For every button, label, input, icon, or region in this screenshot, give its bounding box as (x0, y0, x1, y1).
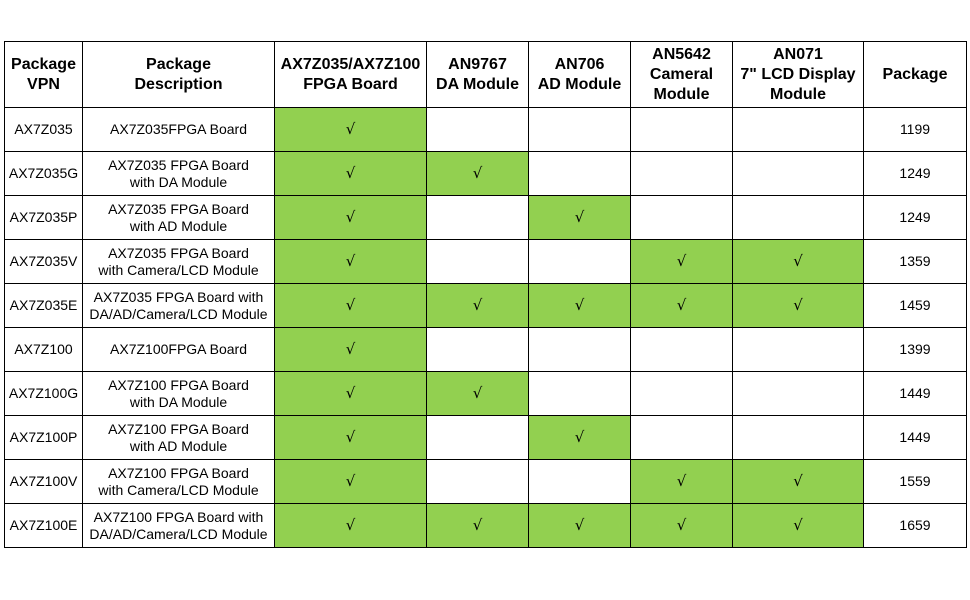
package-vpn-cell: AX7Z100P (5, 416, 83, 460)
package-description-cell: AX7Z035 FPGA Board with Camera/LCD Module (83, 240, 275, 284)
package-vpn-cell: AX7Z100G (5, 372, 83, 416)
check-icon: √ (676, 296, 687, 314)
package-vpn-cell: AX7Z035E (5, 284, 83, 328)
module-included-cell (427, 460, 529, 504)
module-included-cell (427, 240, 529, 284)
table-row (5, 460, 967, 504)
check-icon: √ (345, 428, 356, 446)
check-icon: √ (793, 296, 803, 314)
header-camera-module: AN5642 Cameral Module (631, 42, 733, 108)
module-included-cell (631, 284, 733, 328)
check-icon: √ (345, 120, 356, 138)
table-row (5, 328, 967, 372)
header-row (5, 42, 967, 108)
package-price-cell: 1199 (864, 108, 967, 152)
module-included-cell (733, 284, 864, 328)
package-description-cell: AX7Z100 FPGA Board with DA Module (83, 372, 275, 416)
package-price-cell: 1359 (864, 240, 967, 284)
header-package-description: Package Description (83, 42, 275, 108)
module-included-cell (427, 196, 529, 240)
check-icon: √ (345, 208, 356, 226)
header-fpga-board: AX7Z035/AX7Z100 FPGA Board (275, 42, 427, 108)
check-icon: √ (676, 516, 687, 534)
module-included-cell (529, 504, 631, 548)
module-included-cell (733, 460, 864, 504)
package-vpn-cell: AX7Z035 (5, 108, 83, 152)
package-description-cell: AX7Z035 FPGA Board with DA/AD/Camera/LCD Module (83, 284, 275, 328)
package-description-cell: AX7Z100FPGA Board (83, 328, 275, 372)
package-price-cell: 1459 (864, 284, 967, 328)
package-vpn-cell: AX7Z100E (5, 504, 83, 548)
package-price-cell: 1559 (864, 460, 967, 504)
check-icon: √ (793, 252, 803, 270)
table-row (5, 240, 967, 284)
module-included-cell (427, 372, 529, 416)
module-included-cell (275, 108, 427, 152)
package-description-cell: AX7Z100 FPGA Board with DA/AD/Camera/LCD Module (83, 504, 275, 548)
module-included-cell (529, 284, 631, 328)
module-included-cell (631, 372, 733, 416)
module-included-cell (631, 108, 733, 152)
check-icon: √ (345, 384, 356, 402)
table-row (5, 504, 967, 548)
module-included-cell (275, 152, 427, 196)
package-vpn-cell: AX7Z100V (5, 460, 83, 504)
package-price-cell: 1249 (864, 152, 967, 196)
module-included-cell (529, 196, 631, 240)
module-included-cell (631, 416, 733, 460)
module-included-cell (733, 504, 864, 548)
module-included-cell (529, 416, 631, 460)
module-included-cell (275, 460, 427, 504)
package-description-cell: AX7Z035 FPGA Board with DA Module (83, 152, 275, 196)
module-included-cell (275, 240, 427, 284)
module-included-cell (631, 152, 733, 196)
package-price-cell: 1659 (864, 504, 967, 548)
module-included-cell (631, 504, 733, 548)
header-ad-module: AN706 AD Module (529, 42, 631, 108)
package-description-cell: AX7Z100 FPGA Board with Camera/LCD Module (83, 460, 275, 504)
header-da-module: AN9767 DA Module (427, 42, 529, 108)
table-row (5, 196, 967, 240)
table-body (5, 108, 967, 548)
module-included-cell (529, 372, 631, 416)
check-icon: √ (793, 472, 803, 490)
module-included-cell (733, 328, 864, 372)
module-included-cell (733, 108, 864, 152)
check-icon: √ (345, 296, 356, 314)
module-included-cell (427, 284, 529, 328)
module-included-cell (275, 372, 427, 416)
check-icon: √ (676, 472, 687, 490)
package-vpn-cell: AX7Z035P (5, 196, 83, 240)
check-icon: √ (574, 208, 585, 226)
module-included-cell (427, 416, 529, 460)
package-vpn-cell: AX7Z100 (5, 328, 83, 372)
module-included-cell (631, 240, 733, 284)
check-icon: √ (345, 516, 356, 534)
check-icon: √ (574, 516, 585, 534)
check-icon: √ (472, 296, 483, 314)
header-package-price: Package (864, 42, 967, 108)
table-row (5, 152, 967, 196)
module-included-cell (427, 108, 529, 152)
check-icon: √ (676, 252, 687, 270)
module-included-cell (427, 504, 529, 548)
check-icon: √ (472, 516, 483, 534)
module-included-cell (529, 108, 631, 152)
package-vpn-cell: AX7Z035G (5, 152, 83, 196)
table-row (5, 108, 967, 152)
module-included-cell (733, 196, 864, 240)
module-included-cell (631, 460, 733, 504)
package-price-cell: 1449 (864, 372, 967, 416)
module-included-cell (529, 152, 631, 196)
table-row (5, 416, 967, 460)
package-description-cell: AX7Z035FPGA Board (83, 108, 275, 152)
check-icon: √ (472, 164, 483, 182)
check-icon: √ (345, 164, 356, 182)
check-icon: √ (793, 516, 803, 534)
module-included-cell (733, 152, 864, 196)
module-included-cell (275, 416, 427, 460)
check-icon: √ (574, 428, 585, 446)
check-icon: √ (345, 340, 356, 358)
header-lcd-module: AN071 7" LCD Display Module (733, 42, 864, 108)
module-included-cell (733, 416, 864, 460)
check-icon: √ (574, 296, 585, 314)
check-icon: √ (345, 472, 356, 490)
module-included-cell (733, 240, 864, 284)
package-price-cell: 1249 (864, 196, 967, 240)
module-included-cell (427, 152, 529, 196)
package-comparison-table (4, 41, 967, 548)
package-price-cell: 1399 (864, 328, 967, 372)
module-included-cell (529, 460, 631, 504)
module-included-cell (275, 284, 427, 328)
module-included-cell (733, 372, 864, 416)
package-price-cell: 1449 (864, 416, 967, 460)
package-description-cell: AX7Z100 FPGA Board with AD Module (83, 416, 275, 460)
header-package-vpn: Package VPN (5, 42, 83, 108)
module-included-cell (427, 328, 529, 372)
module-included-cell (275, 504, 427, 548)
module-included-cell (631, 328, 733, 372)
module-included-cell (529, 240, 631, 284)
check-icon: √ (472, 384, 483, 402)
module-included-cell (275, 196, 427, 240)
module-included-cell (529, 328, 631, 372)
table-row (5, 284, 967, 328)
table-row (5, 372, 967, 416)
module-included-cell (275, 328, 427, 372)
check-icon: √ (345, 252, 356, 270)
module-included-cell (631, 196, 733, 240)
package-description-cell: AX7Z035 FPGA Board with AD Module (83, 196, 275, 240)
package-vpn-cell: AX7Z035V (5, 240, 83, 284)
